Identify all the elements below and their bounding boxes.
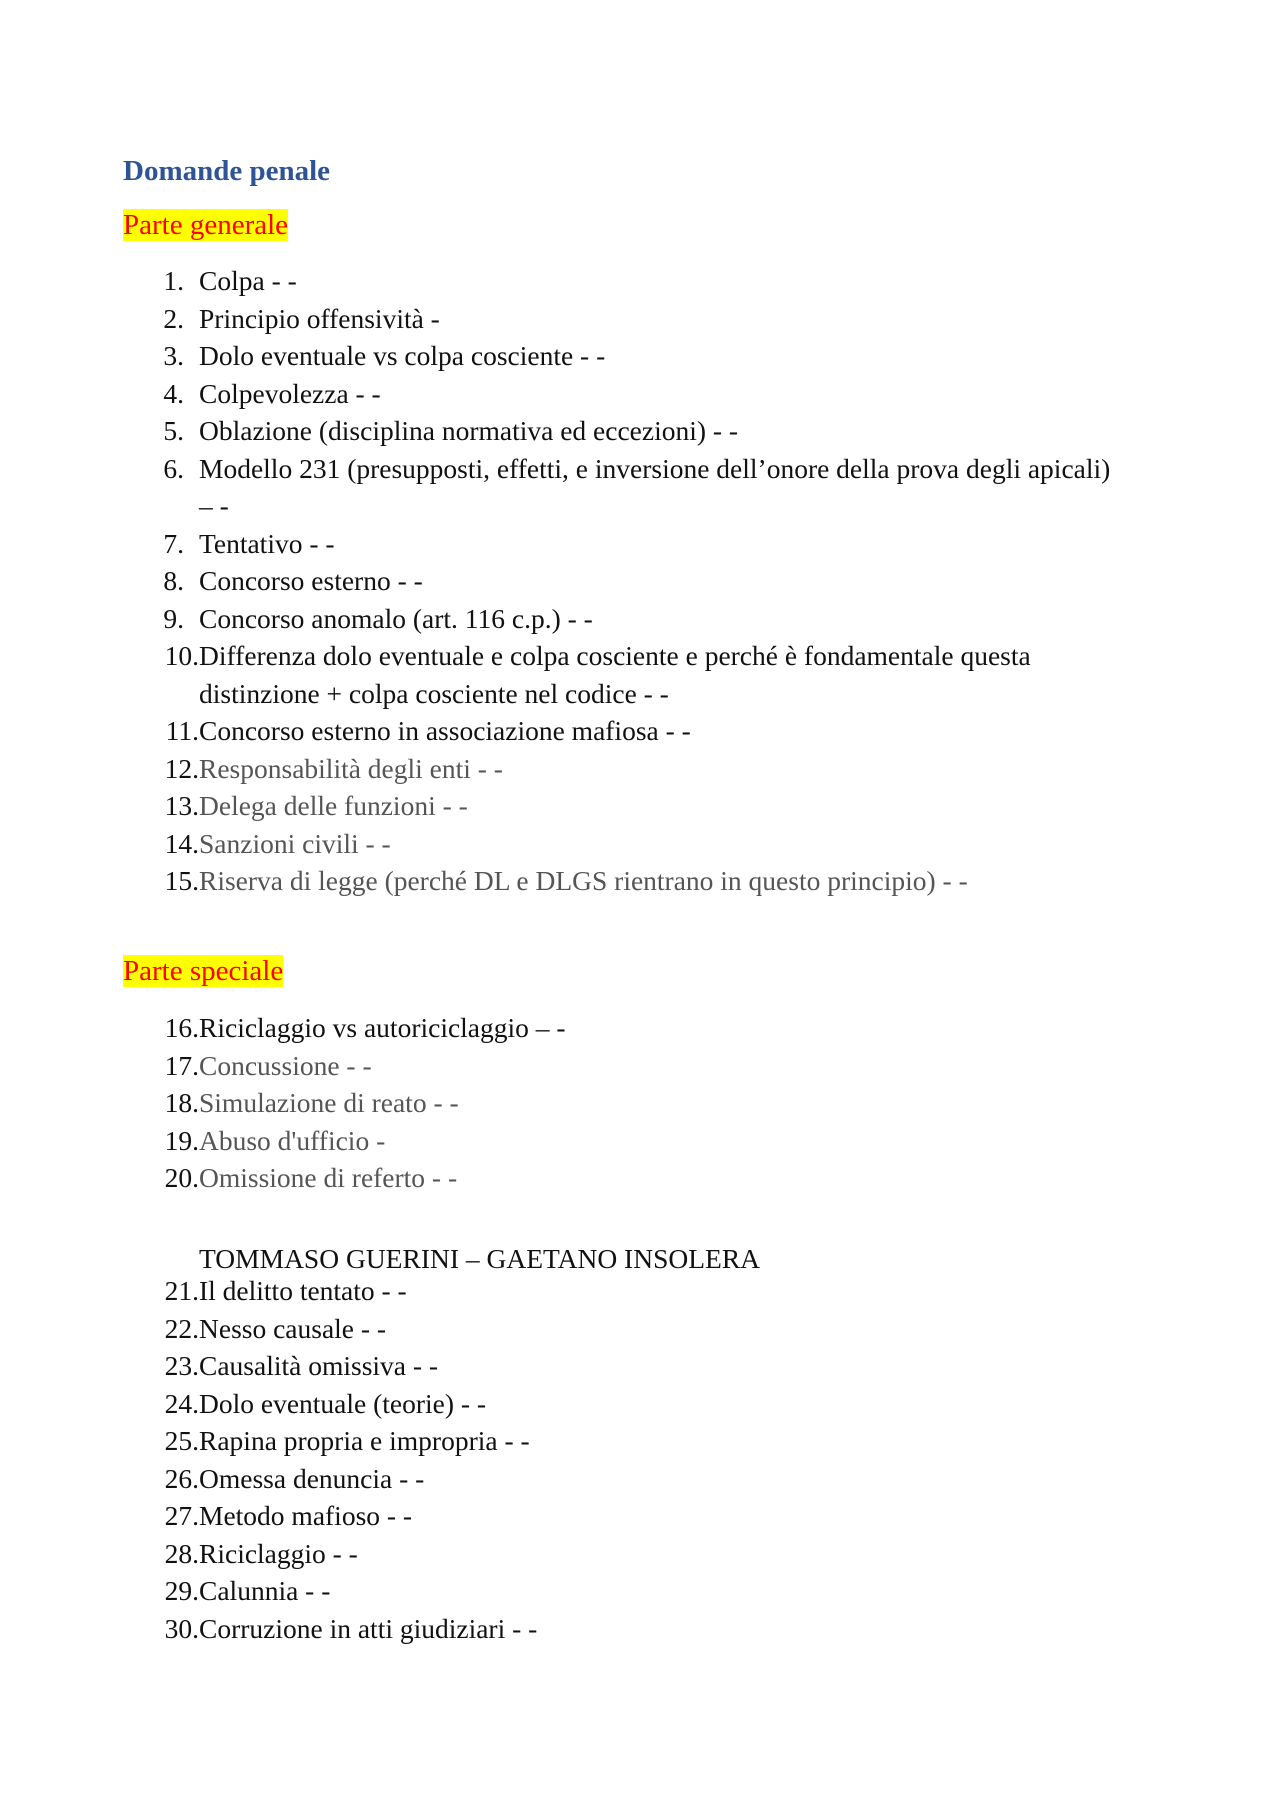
list-item-text: Concorso esterno in associazione mafiosa - - xyxy=(199,715,691,746)
list-item xyxy=(0,1460,1280,1498)
list-item-number: 10. xyxy=(164,640,199,671)
list-item-number: 25. xyxy=(164,1425,199,1456)
list-item-text: Dolo eventuale vs colpa cosciente - - xyxy=(199,340,606,371)
list-item-text: Colpevolezza - - xyxy=(199,377,381,409)
list-item-text: Oblazione (disciplina normativa ed eccezioni) - - xyxy=(199,415,739,446)
list-item xyxy=(0,1497,1280,1535)
list-item-number: 17. xyxy=(164,1049,199,1081)
list-item-number: 16. xyxy=(164,1012,199,1043)
list-item xyxy=(0,1385,1280,1423)
document-title: Domande penale xyxy=(123,155,331,187)
list-item-text: Il delitto tentato - - xyxy=(199,1275,407,1306)
section-heading-parte-speciale xyxy=(123,953,283,989)
list-item-text: Rapina propria e impropria - - xyxy=(199,1425,530,1456)
list-item-number: 22. xyxy=(164,1312,199,1344)
list-item xyxy=(0,1572,1280,1610)
list-item-text: Principio offensività - xyxy=(199,302,440,334)
list-item xyxy=(0,1122,1280,1160)
list-item-number: 24. xyxy=(164,1387,199,1419)
list-item-text: Differenza dolo eventuale e colpa cosciente e perché è fondamentale questa distinzione + colpa cosciente nel codice - - xyxy=(199,640,1031,709)
list-item xyxy=(0,1310,1280,1348)
list-item xyxy=(0,375,1280,413)
list-item-text: Responsabilità degli enti - - xyxy=(199,752,503,784)
list-item-number: 20. xyxy=(164,1162,199,1193)
list-item-text: Nesso causale - - xyxy=(199,1312,387,1344)
section-heading-label: Parte speciale xyxy=(123,955,284,987)
authors-heading: TOMMASO GUERINI – GAETANO INSOLERA xyxy=(199,1243,761,1274)
list-item-text: Concorso esterno - - xyxy=(199,565,423,596)
list-item xyxy=(0,787,1280,825)
list-item-number: 27. xyxy=(164,1500,199,1531)
list-parte-speciale xyxy=(0,1009,1280,1197)
list-item-number: 3. xyxy=(163,340,184,371)
list-item-number: 12. xyxy=(164,752,199,784)
list-item xyxy=(0,412,1280,450)
list-item-number: 18. xyxy=(164,1087,199,1118)
list-item-number: 14. xyxy=(164,827,199,859)
list-item-number: 11. xyxy=(165,715,199,746)
list-item xyxy=(0,337,1280,375)
list-item xyxy=(0,750,1280,788)
list-item xyxy=(0,300,1280,338)
list-item-text: Concussione - - xyxy=(199,1049,372,1081)
list-item xyxy=(0,712,1280,750)
list-item-text: Delega delle funzioni - - xyxy=(199,790,468,821)
list-item-text: Concorso anomalo (art. 116 c.p.) - - xyxy=(199,602,593,634)
list-item-number: 26. xyxy=(164,1462,199,1494)
list-item xyxy=(0,1159,1280,1197)
list-item xyxy=(0,262,1280,300)
list-parte-generale xyxy=(0,262,1280,900)
list-item-text: Colpa - - xyxy=(199,265,297,296)
list-item xyxy=(0,1084,1280,1122)
list-item-text: Omissione di referto - - xyxy=(199,1162,458,1193)
list-item-number: 23. xyxy=(164,1350,199,1381)
list-item xyxy=(0,1272,1280,1310)
list-item-number: 6. xyxy=(163,452,184,484)
list-item-number: 8. xyxy=(163,565,184,596)
list-item-text: Riciclaggio - - xyxy=(199,1537,358,1569)
section-heading-label: Parte generale xyxy=(123,209,289,241)
list-item xyxy=(0,562,1280,600)
list-item-number: 13. xyxy=(164,790,199,821)
list-item-number: 9. xyxy=(163,602,184,634)
list-item-text: Riciclaggio vs autoriciclaggio – - xyxy=(199,1012,566,1043)
list-item xyxy=(0,825,1280,863)
list-item-number: 29. xyxy=(164,1575,199,1606)
list-item xyxy=(0,1347,1280,1385)
list-item-number: 5. xyxy=(163,415,184,446)
list-item-text: Calunnia - - xyxy=(199,1575,331,1606)
list-item xyxy=(0,525,1280,563)
list-item xyxy=(0,450,1280,525)
list-item-number: 4. xyxy=(163,377,184,409)
list-item-text: Tentativo - - xyxy=(199,527,335,559)
list-item-text: Sanzioni civili - - xyxy=(199,827,391,859)
list-item xyxy=(0,1009,1280,1047)
list-item-number: 19. xyxy=(164,1124,199,1156)
list-item-text: Corruzione in atti giudiziari - - xyxy=(199,1612,538,1644)
list-item-number: 7. xyxy=(163,527,184,559)
list-item-text: Riserva di legge (perché DL e DLGS rientrano in questo principio) - - xyxy=(199,865,968,896)
list-item xyxy=(0,600,1280,638)
list-item-number: 1. xyxy=(163,265,184,296)
section-heading-parte-generale xyxy=(123,207,288,243)
list-item-text: Metodo mafioso - - xyxy=(199,1500,413,1531)
list-item xyxy=(0,1610,1280,1648)
list-item-number: 30. xyxy=(164,1612,199,1644)
list-item-number: 21. xyxy=(164,1275,199,1306)
list-item-number: 15. xyxy=(164,865,199,896)
list-item xyxy=(0,1047,1280,1085)
list-item-text: Simulazione di reato - - xyxy=(199,1087,459,1118)
list-item-number: 2. xyxy=(163,302,184,334)
list-item-text: Modello 231 (presupposti, effetti, e inversione dell’onore della prova degli apicali) – - xyxy=(199,452,1111,521)
list-item-text: Omessa denuncia - - xyxy=(199,1462,425,1494)
list-authors xyxy=(0,1272,1280,1647)
list-item xyxy=(0,1422,1280,1460)
list-item-text: Causalità omissiva - - xyxy=(199,1350,439,1381)
list-item xyxy=(0,1535,1280,1573)
list-item xyxy=(0,637,1280,712)
list-item-number: 28. xyxy=(164,1537,199,1569)
list-item xyxy=(0,862,1280,900)
list-item-text: Dolo eventuale (teorie) - - xyxy=(199,1387,487,1419)
list-item-text: Abuso d'ufficio - xyxy=(199,1124,386,1156)
